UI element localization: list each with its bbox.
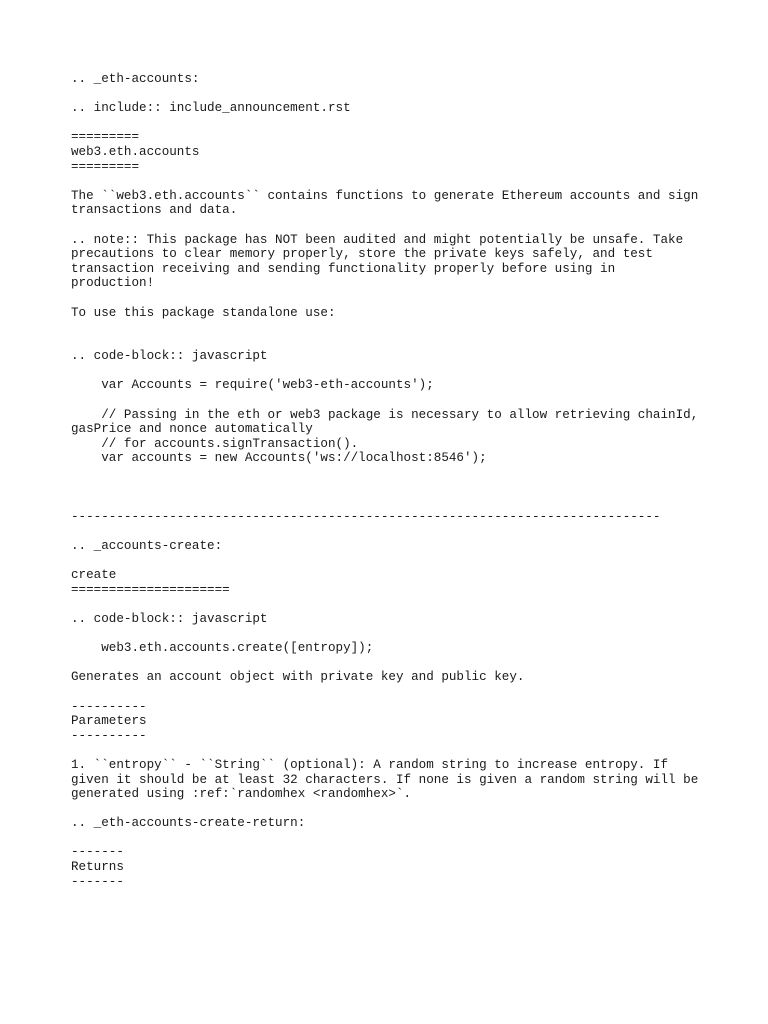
doc-line: gasPrice and nonce automatically — [71, 422, 313, 437]
doc-line: .. _eth-accounts: — [71, 72, 200, 86]
doc-line — [71, 466, 751, 481]
doc-line — [71, 116, 751, 131]
doc-line: // for accounts.signTransaction(). — [71, 436, 359, 451]
doc-line: // Passing in the eth or web3 package is necessary to allow retrieving chainId, — [71, 407, 699, 422]
doc-line: .. code-block:: javascript — [71, 611, 268, 626]
doc-line — [71, 685, 751, 700]
doc-line — [71, 291, 751, 306]
doc-line: transactions and data. — [71, 203, 238, 218]
doc-line: ---------- — [71, 728, 147, 743]
doc-line: .. note:: This package has NOT been audited and might potentially be unsafe. Take — [71, 232, 684, 247]
doc-line — [71, 335, 751, 350]
doc-line: web3.eth.accounts — [71, 144, 200, 159]
doc-line: ------- — [71, 845, 124, 860]
doc-line — [71, 889, 751, 904]
doc-line: given it should be at least 32 characters. If none is given a random string will be — [71, 772, 699, 787]
doc-line — [71, 320, 751, 335]
doc-line: .. _accounts-create: — [71, 539, 223, 553]
doc-line — [71, 743, 751, 758]
doc-line — [71, 174, 751, 189]
doc-line: transaction receiving and sending functionality properly before using in — [71, 261, 616, 276]
doc-line: web3.eth.accounts.create([entropy]); — [71, 641, 374, 656]
doc-line: var accounts = new Accounts('ws://localhost:8546'); — [71, 451, 487, 466]
doc-line: ------------------------------------------------------------------------------ — [71, 509, 661, 524]
doc-line — [71, 554, 751, 569]
doc-line — [71, 495, 751, 510]
doc-line: .. code-block:: javascript — [71, 349, 268, 364]
doc-line: Returns — [71, 860, 124, 875]
doc-line: To use this package standalone use: — [71, 305, 336, 320]
doc-line — [71, 87, 751, 102]
doc-line: ===================== — [71, 582, 230, 597]
doc-line: production! — [71, 276, 155, 291]
doc-line: generated using :ref:`randomhex <randomhex>`. — [71, 787, 412, 802]
doc-line: .. include:: include_announcement.rst — [71, 101, 351, 116]
doc-line: create — [71, 568, 117, 583]
doc-line: .. _eth-accounts-create-return: — [71, 816, 306, 831]
doc-line — [71, 597, 751, 612]
doc-line — [71, 831, 751, 846]
doc-line — [71, 481, 751, 496]
doc-line: var Accounts = require('web3-eth-accounts'); — [71, 378, 434, 393]
doc-line — [71, 393, 751, 408]
document-body — [71, 72, 751, 904]
doc-line — [71, 656, 751, 671]
doc-line — [71, 802, 751, 817]
doc-line — [71, 627, 751, 642]
doc-line — [71, 524, 751, 539]
doc-line: The ``web3.eth.accounts`` contains functions to generate Ethereum accounts and sign — [71, 188, 699, 203]
doc-line: ------- — [71, 874, 124, 889]
doc-line — [71, 364, 751, 379]
doc-line: Parameters — [71, 714, 147, 729]
doc-line: precautions to clear memory properly, store the private keys safely, and test — [71, 247, 653, 262]
doc-line: ---------- — [71, 699, 147, 714]
doc-line: 1. ``entropy`` - ``String`` (optional): A random string to increase entropy. If — [71, 757, 669, 772]
doc-line: ========= — [71, 159, 140, 174]
doc-line — [71, 218, 751, 233]
doc-line: ========= — [71, 130, 140, 145]
doc-line: Generates an account object with private key and public key. — [71, 670, 525, 685]
